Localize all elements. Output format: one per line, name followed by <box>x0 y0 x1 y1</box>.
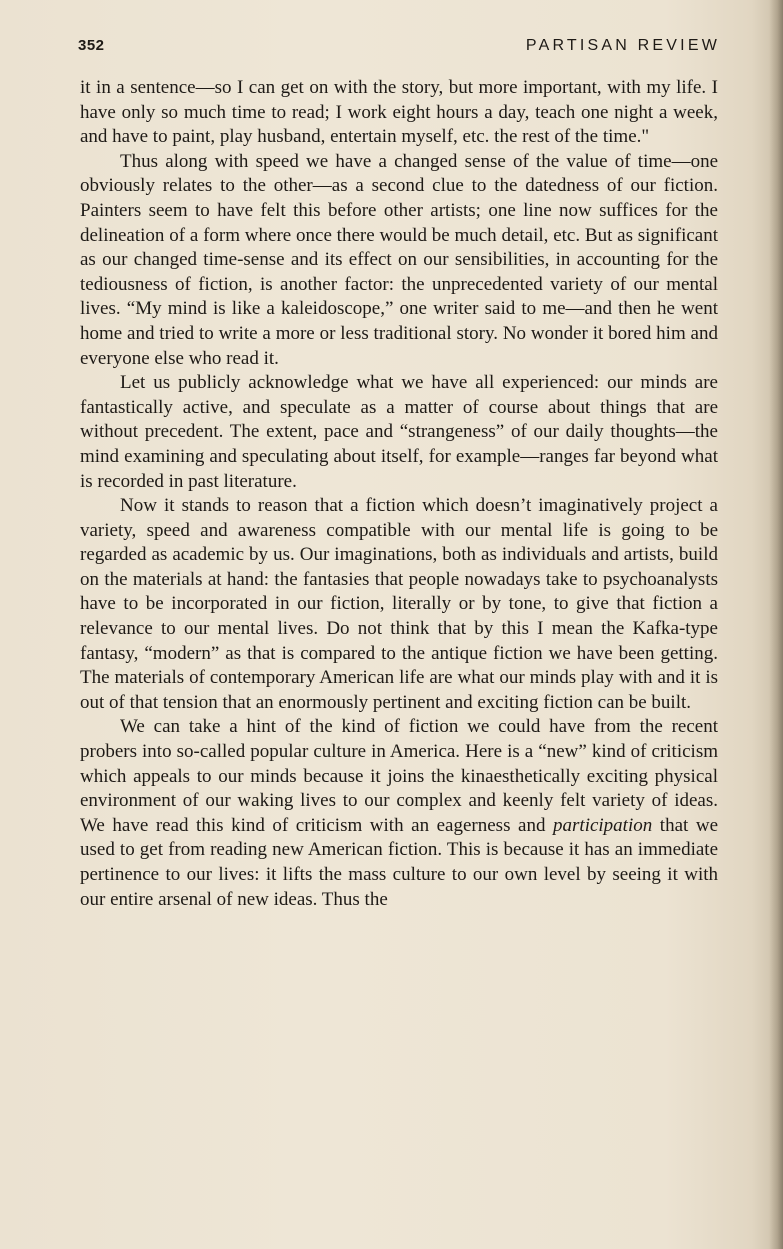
paragraph: Now it stands to reason that a fiction which doesn’t imaginatively project a variety, speed and awareness compatible with our mental life is going to be regarded as academic by us. Our imaginations, both as individuals and artists, build on the materials at hand: the fantasies that people nowadays take to psychoanalysts have to be incorporated in our fiction, literally or by tone, to give that fiction a relevance to our mental lives. Do not think that by this I mean the Kafka-type fantasy, “modern” as that is compared to the antique fiction we have been getting. The materials of contemporary American life are what our minds play with and it is out of that tension that an enormously pertinent and exciting fiction can be built. <box>80 495 718 713</box>
body-text <box>80 76 718 912</box>
paragraph: Thus along with speed we have a changed sense of the value of time—one obviously relates to the other—as a second clue to the datedness of our fiction. Painters seem to have felt this before other artists; one line now suffices for the delineation of a form where once there would be much detail, etc. But as significant as our changed time-sense and its effect on our sensibilities, in accounting for the tediousness of fiction, is another factor: the unprecedented variety of our mental lives. “My mind is like a kaleidoscope,” one writer said to me—and then he went home and tried to write a more or less traditional story. No wonder it bored him and everyone else who read it. <box>80 150 718 369</box>
paragraph: Let us publicly acknowledge what we have all experienced: our minds are fantastically active, and speculate as a matter of course about things that are without precedent. The extent, pace and “strangeness” of our daily thoughts—the mind examining and speculating about itself, for example—ranges far beyond what is recorded in past literature. <box>80 372 718 492</box>
paragraph-text: that we used to get from reading new American fiction. This is because it has an immediate pertinence to our lives: it lifts the mass culture to our own level by seeing it with our entire arsenal of new ideas. Thus the <box>80 814 718 910</box>
emphasis-text: participation <box>553 814 653 836</box>
running-head: PARTISAN REVIEW <box>525 37 720 54</box>
paragraph-last <box>80 715 718 912</box>
paragraph-text: We can take a hint of the kind of fiction we could have from the recent probers into so-called popular culture in America. Here is a “new” kind of criticism which appeals to our minds because it joins the kinaesthetically exciting physical environment of our waking lives to our complex and keenly felt variety of ideas. We have read this kind of criticism with an eagerness and <box>80 716 718 836</box>
page-header <box>78 37 720 65</box>
paragraph-continued: it in a sentence—so I can get on with the story, but more important, with my life. I have only so much time to read; I work eight hours a day, teach one night a week, and have to paint, play husband, entertain myself, etc. the rest of the time." <box>80 77 718 148</box>
page-number: 352 <box>78 37 105 54</box>
page-edge-shadow <box>769 0 783 1249</box>
